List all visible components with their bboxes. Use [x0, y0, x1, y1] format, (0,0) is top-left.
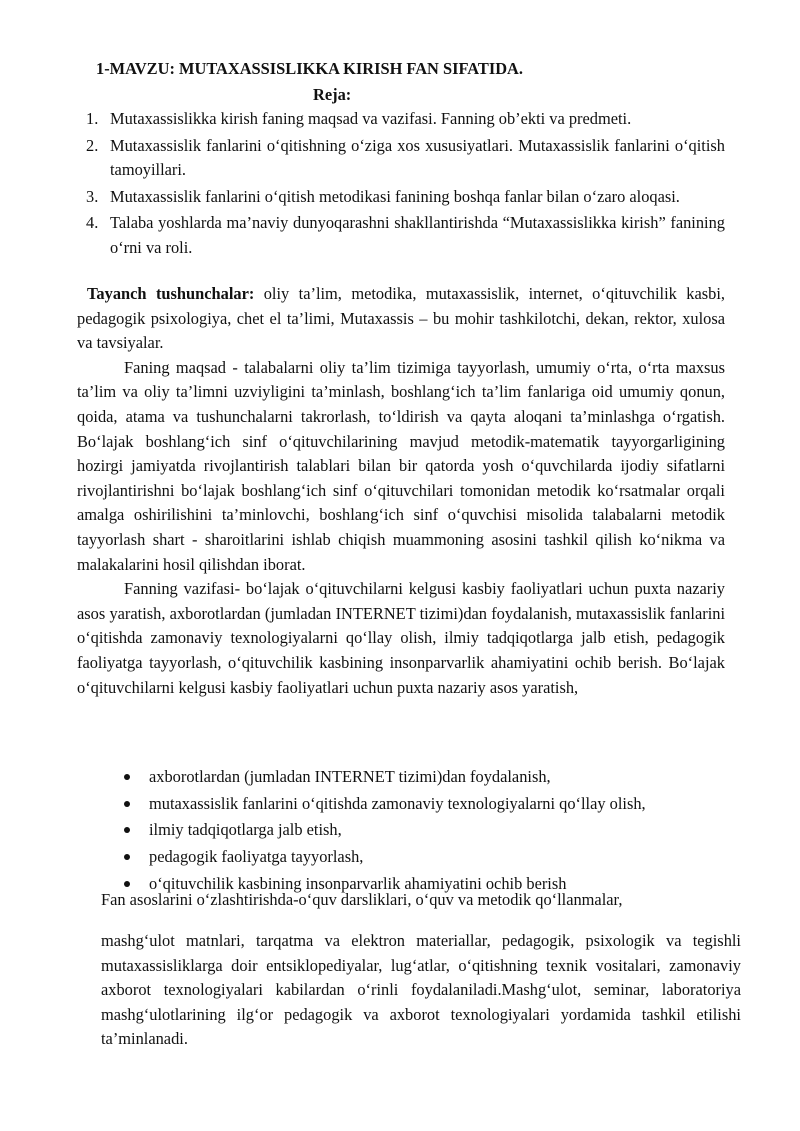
- plan-item-number: 4.: [86, 213, 99, 232]
- bullet-icon: [124, 854, 130, 860]
- plan-item-text: Mutaxassislik fanlarini o‘qitishning o‘ziga xos xususiyatlari. Mutaxassislik fanlarini o‘qitish tamoyillari.: [110, 135, 725, 179]
- list-item: [100, 764, 740, 791]
- bullet-icon: [124, 774, 130, 780]
- plan-item: [78, 134, 725, 183]
- plan-item-number: 1.: [86, 109, 99, 128]
- key-terms-text: oliy ta’lim, metodika, mutaxassislik, internet, o‘qituvchilik kasbi, pedagogik psixologiya, chet el ta’limi, Mutaxassis – bu mohir tashkilotchi, dekan, rektor, xulosa va tavsiyalar.: [77, 284, 725, 353]
- bullet-icon: [124, 827, 130, 833]
- plan-item-number: 2.: [86, 135, 99, 155]
- plan-item-number: 3.: [86, 186, 99, 206]
- key-terms-paragraph: [77, 282, 725, 356]
- basics-line: Fan asoslarini o‘zlashtirishda-o‘quv darsliklari, o‘quv va metodik qo‘llanmalar,: [101, 890, 623, 909]
- tasks-bullet-list: [100, 764, 740, 898]
- tasks-paragraph: Fanning vazifasi- bo‘lajak o‘qituvchilarni kelgusi kasbiy faoliyatlari uchun puxta nazariy asos yaratish, axborotlardan (jumladan INTERNET tizimi)dan foydalanish, mutaxassislik fanlarini o‘qitishda zamonaviy texnologiyalarni qo‘llay olish, ilmiy tadqiqotlarga jalb etish, pedagogik faoliyatga tayyorlash, o‘qituvchilik kasbining insonparvarlik ahamiyatini ochib berish. Bo‘lajak o‘qituvchilarni kelgusi kasbiy faoliyatlari uchun puxta nazariy asos yaratish,: [77, 579, 725, 697]
- plan-item: [78, 211, 725, 260]
- list-item-text: ilmiy tadqiqotlarga jalb etish,: [149, 820, 342, 840]
- list-item-text: axborotlardan (jumladan INTERNET tizimi)dan foydalanish,: [149, 767, 551, 786]
- final-paragraph: mashg‘ulot matnlari, tarqatma va elektron materiallar, pedagogik, psixologik va tegishli mutaxassisliklarga doir entsiklopediyalar, lug‘atlar, o‘qitishning texnik vositalari, zamonaviy axborot texnologiyalari kabilardan o‘rinli foydalaniladi.Mashg‘ulot, seminar, laboratoriya mashg‘ulotlarining ilg‘or pedagogik va axborot texnologiyalari yordamida tashkil etilishi ta’minlanadi.: [101, 931, 741, 1049]
- goal-paragraph: Faning maqsad - talabalarni oliy ta’lim tizimiga tayyorlash, umumiy o‘rta, o‘rta maxsus ta’lim va oliy ta’limni uzviyligini ta’minlash, boshlang‘ich ta’lim fanlariga oid umumiy qonun, qoida, atama va tushunchalarni takrorlash, to‘ldirish va qayta aloqani ta’minlashga o‘rgatish. Bo‘lajak boshlang‘ich sinf o‘qituvchilarining mavjud metodik-matematik tayyorgarligining hozirgi jamiyatda rivojlantirish talablari bilan bir qatorda yosh o‘quvchilarda ijodiy sifatlarni rivojlantirishni bo‘lajak boshlang‘ich sinf o‘qituvchilari tomonidan metodik ko‘rsatmalar orqali amalga oshirilishini ta’minlovchi, boshlang‘ich sinf o‘quvchisi misolida talabalarni metodik tayyorlash shart - sharoitlarini ishlab chiqish muammoning asosini tashkil qilish ko‘nikma va malakalarini hosil qilishdan iborat.: [77, 357, 725, 574]
- key-terms-label: Tayanch tushunchalar:: [87, 284, 255, 303]
- list-item: [100, 844, 740, 871]
- plan-item-text: Talaba yoshlarda ma’naviy dunyoqarashni shakllantirishda “Mutaxassislikka kirish” fanining o‘rni va roli.: [110, 213, 725, 257]
- bullet-icon: [124, 801, 130, 807]
- plan-heading: Reja:: [313, 85, 352, 104]
- plan-item: [78, 185, 725, 210]
- plan-item-text: Mutaxassislikka kirish faning maqsad va vazifasi. Fanning ob’ekti va predmeti.: [110, 109, 632, 128]
- plan-item: [78, 107, 725, 132]
- list-item-text: o‘qituvchilik kasbining insonparvarlik ahamiyatini ochib berish: [149, 873, 567, 893]
- list-item: [100, 791, 740, 818]
- plan-list: [78, 107, 725, 262]
- page-title: 1-MAVZU: MUTAXASSISLIKKA KIRISH FAN SIFATIDA.: [96, 59, 523, 78]
- plan-item-text: Mutaxassislik fanlarini o‘qitish metodikasi fanining boshqa fanlar bilan o‘zaro aloqasi.: [110, 186, 680, 206]
- bullet-icon: [124, 881, 130, 887]
- list-item-text: mutaxassislik fanlarini o‘qitishda zamonaviy texnologiyalarni qo‘llay olish,: [149, 793, 646, 813]
- list-item-text: pedagogik faoliyatga tayyorlash,: [149, 847, 364, 867]
- list-item: [100, 817, 740, 844]
- body-text: [77, 282, 725, 700]
